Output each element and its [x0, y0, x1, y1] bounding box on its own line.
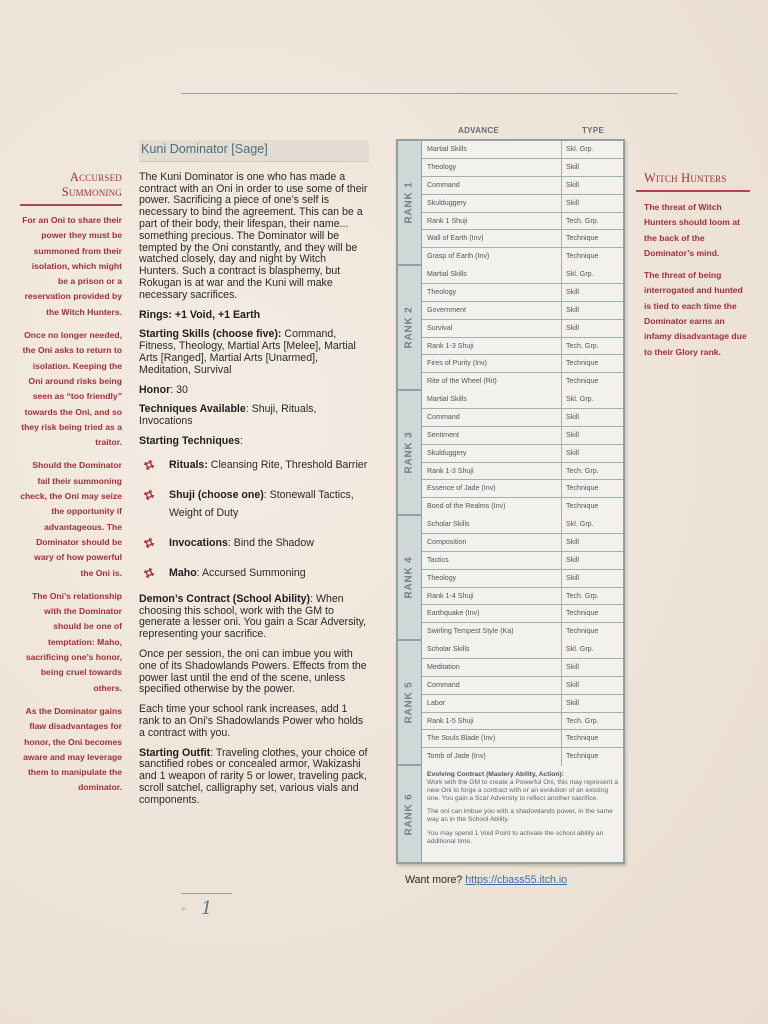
advance-cell: Tactics [422, 552, 562, 569]
type-cell: Skill [566, 448, 580, 457]
table-row [422, 552, 623, 570]
type-cell: Skill [566, 323, 580, 332]
advance-cell: Rank 1-3 Shuji [422, 463, 562, 480]
type-cell: Skill [566, 287, 580, 296]
advance-cell: Command [422, 177, 562, 194]
sidebar-paragraph: Once no longer needed, the Oni asks to return to isolation. Keeping the Oni around risks being seen as “too friendly” towards the Oni, and so they risk being tried as a traitor. [21, 330, 122, 448]
technique-list [139, 456, 369, 582]
advance-cell: Scholar Skills [422, 516, 562, 533]
type-cell: Skill [566, 412, 580, 421]
sidebar-paragraph: The Oni’s relationship with the Dominator should be one of temptation: Maho, sacrificing one’s honor, being cruel towards others. [25, 590, 122, 693]
advance-cell: Grasp of Earth (Inv) [422, 248, 562, 266]
table-row [422, 730, 623, 748]
table-row [422, 748, 623, 766]
rank-block [398, 641, 623, 766]
list-item: Maho: Accursed Summoning [139, 564, 369, 582]
advance-cell: Rank 1-3 Shuji [422, 338, 562, 355]
advance-cell: The Souls Blade (Inv) [422, 730, 562, 747]
advance-cell: Scholar Skills [422, 641, 562, 658]
advance-column-header: ADVANCE [458, 126, 500, 135]
type-cell: Skill [566, 537, 580, 546]
type-cell: Tech. Grp. [566, 466, 599, 475]
rank-label: RANK 6 [398, 766, 422, 862]
rank-label: RANK 4 [398, 516, 422, 639]
type-cell: Skill [566, 198, 580, 207]
list-item: Invocations: Bind the Shadow [139, 534, 369, 552]
rank-label: RANK 2 [398, 266, 422, 389]
itch-link[interactable]: https://cbass55.itch.io [465, 874, 568, 886]
rank-label: RANK 1 [398, 141, 422, 264]
table-row [422, 141, 623, 159]
table-row [422, 605, 623, 623]
top-rule [181, 93, 678, 94]
advance-cell: Wall of Earth (Inv) [422, 230, 562, 247]
type-cell: Technique [566, 252, 599, 261]
table-row [422, 320, 623, 338]
rings-line: Rings: +1 Void, +1 Earth [139, 308, 261, 321]
advance-cell: Rank 1 Shuji [422, 213, 562, 230]
type-cell: Technique [566, 234, 599, 243]
contract-paragraph-3: Each time your school rank increases, add 1 rank to an Oni’s Shadowlands Power who holds a contract with you. [139, 703, 364, 739]
advance-cell: Earthquake (Inv) [422, 605, 562, 622]
flower-bullet-icon [144, 538, 154, 548]
advance-cell: Martial Skills [422, 391, 562, 408]
type-cell: Tech. Grp. [566, 341, 599, 350]
advance-cell: Martial Skills [422, 141, 562, 158]
advance-cell: Labor [422, 695, 562, 712]
table-row [422, 659, 623, 677]
flower-bullet-icon [144, 460, 154, 470]
type-cell: Skl. Grp. [566, 645, 594, 653]
advance-cell: Martial Skills [422, 266, 562, 283]
table-row [422, 409, 623, 427]
type-cell: Tech. Grp. [566, 716, 599, 725]
type-cell: Technique [566, 627, 599, 636]
table-row [422, 588, 623, 606]
table-row [422, 713, 623, 731]
sidebar-paragraph: The threat of Witch Hunters should loom at the back of the Dominator’s mind. [644, 202, 740, 258]
type-cell: Technique [566, 484, 599, 493]
table-row [422, 213, 623, 231]
sidebar-rule [20, 204, 122, 206]
flower-bullet-icon [144, 568, 154, 578]
type-column-header: TYPE [582, 126, 605, 135]
page-mark-icon: ‴ [182, 906, 185, 918]
sidebar-paragraph: As the Dominator gains flaw disadvantages for honor, the Oni becomes aware and may leverage them to manipulate the dominator. [23, 705, 122, 793]
rank-block [398, 516, 623, 641]
sidebar-paragraph: Should the Dominator fail their summoning check, the Oni may seize the opportunity if advantageous. The Dominator should be wary of how powerful the Oni is. [20, 460, 122, 578]
type-cell: Skill [566, 180, 580, 189]
advance-cell: Survival [422, 320, 562, 337]
table-row [422, 177, 623, 195]
skills-line: Starting Skills (choose five): Command, Fitness, Theology, Martial Arts [Melee], Martial Arts [Ranged], Martial Arts [Unarmed], Meditation, Survival [139, 328, 356, 376]
table-row [422, 641, 623, 659]
advance-cell: Command [422, 409, 562, 426]
advance-cell: Skulduggery [422, 445, 562, 462]
advance-cell: Command [422, 677, 562, 694]
sidebar-heading-accursed-summoning: Accursed Summoning [61, 170, 122, 199]
table-row [422, 159, 623, 177]
left-sidebar [20, 170, 122, 804]
footer-rule [181, 893, 232, 894]
advance-cell: Meditation [422, 659, 562, 676]
advance-table [396, 139, 625, 864]
table-row [422, 248, 623, 266]
type-cell: Technique [566, 609, 599, 618]
type-cell: Skill [566, 680, 580, 689]
table-row [422, 445, 623, 463]
advance-cell: Rank 1-4 Shuji [422, 588, 562, 605]
starting-techniques-heading: Starting Techniques: [139, 434, 243, 447]
advance-cell: Rite of the Wheel (Rit) [422, 373, 562, 391]
flower-bullet-icon [144, 490, 154, 500]
sidebar-heading-witch-hunters: Witch Hunters [644, 171, 727, 185]
table-row [422, 195, 623, 213]
sidebar-paragraph: The threat of being interrogated and hunted is tied to each time the Dominator earns an infamy disadvantage due to their Glory rank. [644, 270, 747, 357]
rank-block [398, 391, 623, 516]
rank-block [398, 141, 623, 266]
table-row [422, 516, 623, 534]
advance-cell: Composition [422, 534, 562, 551]
contract-ability: Demon’s Contract (School Ability): When choosing this school, work with the GM to generate a lesser oni. You gain a Scar Adversity, representing your sacrifice. [139, 592, 367, 641]
advance-cell: Bond of the Realms (Inv) [422, 498, 562, 516]
table-row [422, 498, 623, 516]
advance-cell: Tomb of Jade (Inv) [422, 748, 562, 766]
table-row [422, 463, 623, 481]
school-intro: The Kuni Dominator is one who has made a contract with an Oni in order to use some of their power. Sacrificing a piece of one’s self is necessary to bind the agreement. This can be a part of their body, their lifespan, their name... something precious. The Dominator will be tempted by the Oni constantly, and they will be watched closely, day and night by Witch Hunters. Such a contract is blasphemy, but Rokugan is at war and the Kuni will make necessary sacrifices. [139, 170, 368, 301]
table-row [422, 695, 623, 713]
type-cell: Technique [566, 734, 599, 743]
type-cell: Skill [566, 430, 580, 439]
sidebar-paragraph: For an Oni to share their power they must be summoned from their isolation, which might be a prison or a reservation provided by the Witch Hunters. [22, 215, 122, 317]
advance-cell: Sentiment [422, 427, 562, 444]
advance-cell: Fires of Purity (Inv) [422, 355, 562, 372]
contract-paragraph-2: Once per session, the oni can imbue you with one of its Shadowlands Powers. Effects from the power last until the end of the scene, unless specified otherwise by the power. [139, 647, 367, 696]
rank-block-6 [398, 766, 623, 862]
table-row [422, 480, 623, 498]
mastery-ability: Evolving Contract (Mastery Ability, Action): Work with the GM to create a Powerful Oni, this may represent a new Oni to forge a contract with or an evolution of an existing one. You gain a Scar Adversity to reflect another sacrifice. The oni can imbue you with a shadowlands power, in the same way as in the School Ability. You may spend 1 Void Point to activate the school ability an additional time. [422, 766, 623, 862]
want-more-line: Want more? https://cbass55.itch.io [405, 874, 568, 886]
type-cell: Technique [566, 377, 599, 386]
table-row [422, 338, 623, 356]
right-sidebar [636, 171, 750, 367]
table-row [422, 534, 623, 552]
type-cell: Skl. Grp. [566, 520, 594, 528]
techniques-line: Techniques Available: Shuji, Rituals, Invocations [139, 403, 317, 428]
table-row [422, 391, 623, 409]
list-item: Rituals: Cleansing Rite, Threshold Barrier [139, 456, 369, 474]
type-cell: Technique [566, 359, 599, 368]
type-cell: Skl. Grp. [566, 145, 594, 153]
advance-cell: Essence of Jade (Inv) [422, 480, 562, 497]
starting-outfit: Starting Outfit: Traveling clothes, your choice of sanctified robes or concealed armor, Wakizashi and 1 weapon of rarity 5 or lower, traveling pack, scroll satchel, calligraphy set, various vials and components. [139, 746, 368, 806]
table-row [422, 570, 623, 588]
type-cell: Tech. Grp. [566, 216, 599, 225]
page-number: 1 [201, 898, 213, 919]
type-cell: Technique [566, 502, 599, 511]
list-item: Shuji (choose one): Stonewall Tactics, Weight of Duty [139, 486, 369, 522]
advance-cell: Government [422, 302, 562, 319]
table-row [422, 355, 623, 373]
type-cell: Skl. Grp. [566, 395, 594, 403]
table-row [422, 373, 623, 391]
type-cell: Technique [566, 752, 599, 761]
type-cell: Skill [566, 573, 580, 582]
main-column [139, 140, 369, 814]
honor-line: Honor: 30 [139, 383, 188, 396]
rank-label: RANK 5 [398, 641, 422, 764]
type-cell: Skill [566, 305, 580, 314]
table-row [422, 284, 623, 302]
table-row [422, 266, 623, 284]
school-title: Kuni Dominator [Sage] [139, 140, 369, 162]
table-row [422, 302, 623, 320]
rank-label: RANK 3 [398, 391, 422, 514]
advance-cell: Rank 1-5 Shuji [422, 713, 562, 730]
rank-block [398, 266, 623, 391]
type-cell: Skill [566, 698, 580, 707]
advance-cell: Skulduggery [422, 195, 562, 212]
type-cell: Skill [566, 555, 580, 564]
advance-cell: Theology [422, 284, 562, 301]
table-row [422, 230, 623, 248]
table-row [422, 427, 623, 445]
type-cell: Skill [566, 662, 580, 671]
type-cell: Skill [566, 162, 580, 171]
type-cell: Skl. Grp. [566, 270, 594, 278]
table-row [422, 677, 623, 695]
advance-cell: Swirling Tempest Style (Ka) [422, 623, 562, 641]
sidebar-rule [636, 190, 750, 192]
advance-cell: Theology [422, 159, 562, 176]
advance-cell: Theology [422, 570, 562, 587]
table-row [422, 623, 623, 641]
type-cell: Tech. Grp. [566, 591, 599, 600]
